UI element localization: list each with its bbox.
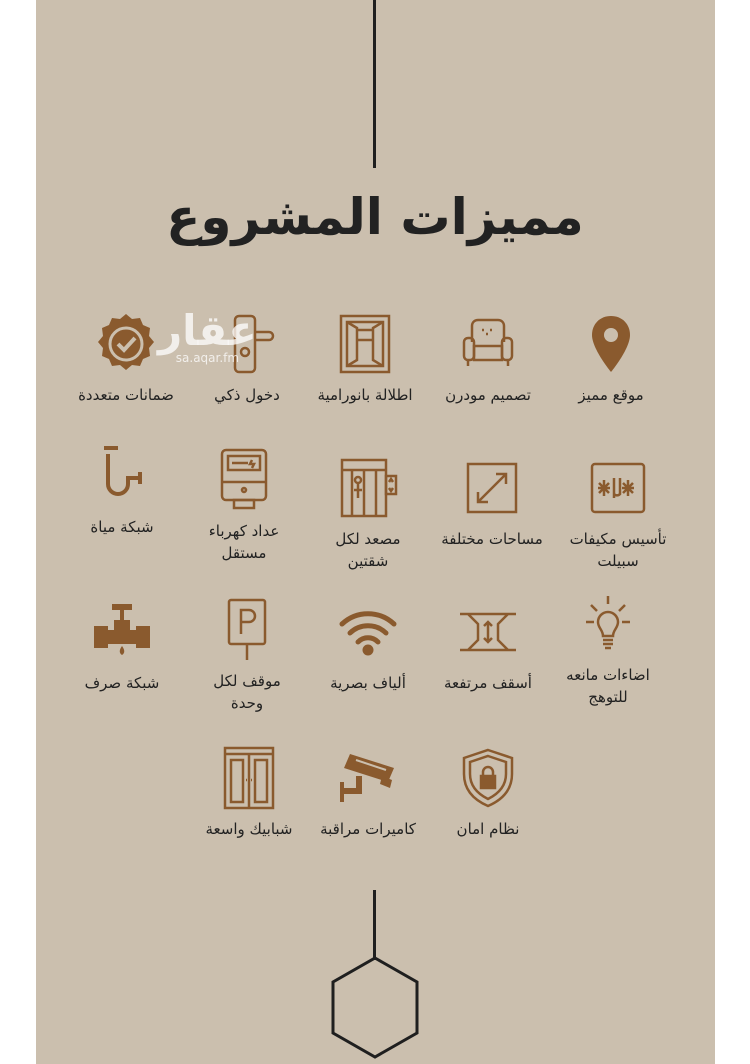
feature-label: اطلالة بانورامية [317, 386, 413, 404]
top-divider-line [373, 0, 376, 168]
drain-valve-icon [90, 600, 154, 664]
feature-cctv [298, 746, 438, 840]
watermark-domain: sa.aqar.fm [175, 351, 240, 365]
feature-label-line2: للتوهج [588, 688, 628, 706]
hexagon-ornament [325, 955, 425, 1064]
feature-label-line2: وحدة [230, 694, 264, 712]
feature-label: ألياف بصرية [330, 674, 406, 692]
feature-wide-windows [179, 746, 319, 840]
feature-label: ضمانات متعددة [78, 386, 174, 404]
feature-drainage [52, 600, 192, 694]
feature-various-areas [422, 456, 562, 550]
wide-window-icon [217, 746, 281, 810]
feature-label: شبابيك واسعة [205, 820, 293, 838]
electric-meter-icon [212, 448, 276, 512]
feature-modern-design [418, 312, 558, 406]
resize-arrow-icon [460, 456, 524, 520]
feature-label-line2: سبيلت [597, 552, 639, 570]
feature-label-line2: مستقل [221, 544, 267, 562]
elevator-icon [336, 456, 400, 520]
feature-label: أسقف مرتفعة [444, 674, 532, 692]
light-bulb-icon [576, 592, 640, 656]
water-pipe-icon [90, 444, 154, 508]
feature-label: تأسيس مكيفات [569, 530, 667, 548]
feature-label-line2: شقتين [347, 552, 389, 570]
feature-label: اضاءات مانعه [566, 666, 650, 684]
bottom-divider-line [373, 890, 376, 960]
feature-high-ceilings [418, 600, 558, 694]
feature-label: موقع مميز [578, 386, 644, 404]
feature-label: مصعد لكل [335, 530, 401, 548]
feature-label: دخول ذكي [214, 386, 280, 404]
cctv-camera-icon [336, 746, 400, 810]
feature-split-ac [548, 456, 688, 572]
security-shield-icon [456, 746, 520, 810]
window-view-icon [333, 312, 397, 376]
feature-fiber-optics [298, 600, 438, 694]
feature-label: عداد كهرباء [208, 522, 280, 540]
parking-sign-icon [215, 598, 279, 662]
feature-label: شبكة صرف [84, 674, 160, 692]
feature-label: مساحات مختلفة [441, 530, 543, 548]
watermark-logo-text: عقار [158, 306, 257, 355]
high-ceiling-icon [456, 600, 520, 664]
feature-elevator [298, 456, 438, 572]
feature-label: موقف لكل [213, 672, 281, 690]
feature-label: نظام امان [456, 820, 520, 838]
map-pin-icon [579, 312, 643, 376]
feature-electric-meter [174, 448, 314, 564]
feature-prime-location [541, 312, 681, 406]
aqar-watermark [158, 306, 257, 365]
feature-parking [177, 598, 317, 714]
feature-water-network [52, 444, 192, 538]
wifi-icon [336, 600, 400, 664]
feature-security-system [418, 746, 558, 840]
air-conditioner-icon [586, 456, 650, 520]
page-title: مميزات المشروع [166, 188, 584, 246]
feature-label: كاميرات مراقبة [320, 820, 416, 838]
feature-label: شبكة مياة [90, 518, 154, 536]
feature-antiglare-lighting [538, 592, 678, 708]
feature-label: تصميم مودرن [445, 386, 531, 404]
armchair-icon [456, 312, 520, 376]
guarantee-badge-icon [94, 312, 158, 376]
